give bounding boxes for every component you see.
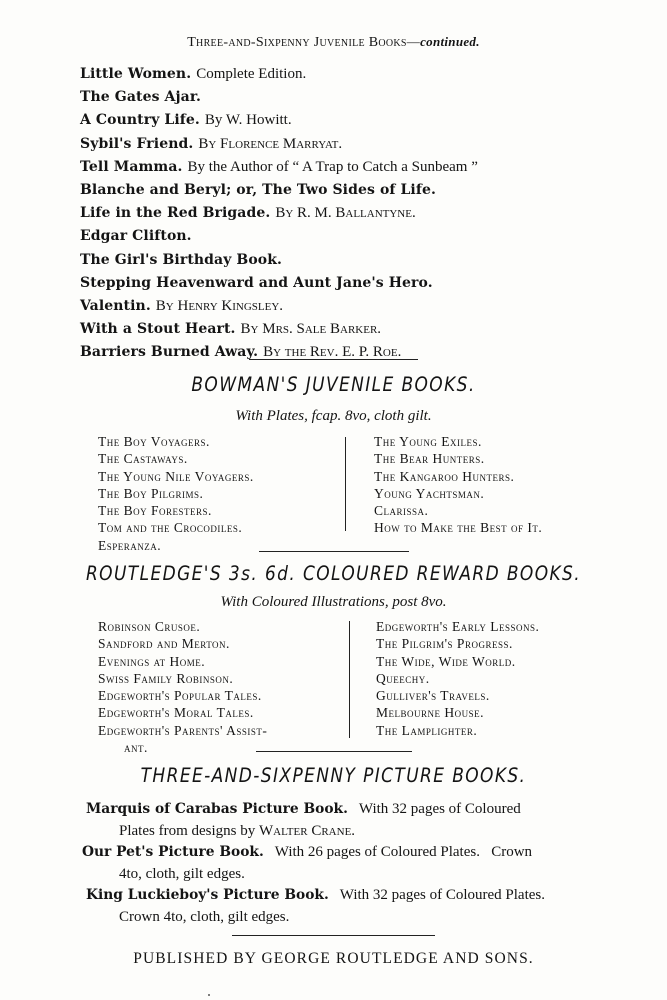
book-entry: [80, 224, 640, 247]
book-title: Life in the Red Brigade.: [80, 205, 271, 222]
list-item: The Bear Hunters.: [374, 451, 485, 467]
book-author: By Henry Kingsley.: [155, 297, 284, 314]
list-item: Queechy.: [376, 670, 430, 686]
list-item: Esperanza.: [98, 537, 162, 553]
picture-book-description: With 32 pages of Coloured: [358, 801, 521, 817]
bowman-section-title: BOWMAN'S JUVENILE BOOKS.: [191, 373, 476, 397]
routledge-right-column: [376, 618, 539, 739]
book-entry: [80, 85, 640, 108]
list-item: Swiss Family Robinson.: [98, 670, 234, 686]
routledge-section-subtitle: With Coloured Illustrations, post 8vo.: [220, 594, 447, 610]
list-item: Edgeworth's Parents' Assist-: [98, 722, 268, 738]
picture-book-title: Our Pet's Picture Book.: [82, 844, 264, 860]
routledge-left-column: [98, 618, 267, 756]
book-author: Complete Edition.: [196, 66, 307, 82]
book-entry: [80, 155, 640, 178]
list-item-continuation: ant.: [124, 740, 148, 756]
picture-books-section-title: THREE-AND-SIXPENNY PICTURE BOOKS.: [140, 764, 527, 788]
running-head-title: Three-and-Sixpenny Juvenile Books: [187, 35, 407, 50]
picture-book-format: Crown: [491, 844, 533, 860]
list-item: Clarissa.: [374, 503, 429, 519]
list-item: The Castaways.: [98, 451, 188, 467]
list-item: The Young Nile Voyagers.: [98, 468, 254, 484]
publisher-imprint: PUBLISHED BY GEORGE ROUTLEDGE AND SONS.: [133, 950, 534, 967]
list-item: Edgeworth's Early Lessons.: [376, 619, 540, 634]
list-item: Tom and the Crocodiles.: [98, 520, 243, 536]
column-divider: [345, 437, 346, 531]
list-item: Sandford and Merton.: [98, 636, 230, 652]
picture-book-entry-continuation: [86, 821, 626, 843]
picture-book-description: With 32 pages of Coloured Plates.: [339, 887, 545, 903]
section-divider: [256, 751, 412, 752]
list-item: The Boy Foresters.: [98, 503, 212, 519]
book-title: A Country Life.: [80, 112, 200, 129]
juvenile-books-list: [80, 62, 640, 363]
list-item: The Kangaroo Hunters.: [374, 468, 515, 484]
list-item: The Boy Voyagers.: [98, 434, 210, 449]
book-author: By W. Howitt.: [204, 112, 292, 129]
book-title: Stepping Heavenward and Aunt Jane's Hero.: [80, 274, 433, 291]
book-title: The Girl's Birthday Book.: [80, 251, 283, 268]
book-author: By Florence Marryat.: [198, 135, 343, 152]
bowman-section-subtitle: With Plates, fcap. 8vo, cloth gilt.: [235, 408, 432, 424]
book-entry: [80, 317, 640, 340]
book-title: Valentin.: [80, 297, 151, 314]
bowman-right-column: [374, 433, 542, 537]
list-item: Gulliver's Travels.: [376, 688, 490, 704]
section-divider: [249, 359, 418, 360]
picture-book-entry-continuation: [86, 907, 626, 929]
picture-book-description: With 26 pages of Coloured Plates.: [274, 844, 480, 860]
running-head: [0, 34, 667, 51]
book-author: By Mrs. Sale Barker.: [240, 321, 382, 338]
book-title: Blanche and Beryl; or, The Two Sides of Life.: [80, 181, 436, 198]
book-entry: [80, 132, 640, 155]
list-item: The Pilgrim's Progress.: [376, 636, 513, 652]
column-divider: [349, 621, 350, 738]
picture-book-entry: [86, 885, 626, 907]
picture-book-entry: [86, 799, 626, 821]
book-entry: [80, 201, 640, 224]
picture-book-entry-continuation: [86, 864, 626, 886]
book-entry: [80, 178, 640, 201]
picture-book-title: Marquis of Carabas Picture Book.: [86, 801, 348, 817]
list-item: Edgeworth's Moral Tales.: [98, 705, 254, 721]
picture-book-illustrator: Walter Crane.: [259, 822, 356, 839]
print-speck: [208, 994, 210, 996]
book-title: Tell Mamma.: [80, 158, 183, 175]
list-item: Melbourne House.: [376, 705, 485, 721]
book-entry: [80, 62, 640, 85]
list-item: Robinson Crusoe.: [98, 619, 201, 634]
list-item: The Boy Pilgrims.: [98, 485, 204, 501]
running-head-dash: —: [406, 34, 421, 49]
list-item: The Young Exiles.: [374, 434, 482, 449]
book-title: With a Stout Heart.: [80, 321, 236, 338]
picture-books-list: [82, 799, 626, 928]
book-entry: [80, 108, 640, 131]
book-author: By R. M. Ballantyne.: [275, 205, 416, 222]
section-divider: [259, 551, 409, 552]
book-title: The Gates Ajar.: [80, 89, 201, 106]
picture-book-entry: [82, 842, 626, 864]
book-title: Sybil's Friend.: [80, 135, 194, 152]
picture-book-description: Crown 4to, cloth, gilt edges.: [119, 908, 290, 925]
list-item: Evenings at Home.: [98, 653, 206, 669]
section-divider: [232, 935, 435, 936]
book-title: Edgar Clifton.: [80, 228, 192, 245]
routledge-section-title: ROUTLEDGE'S 3s. 6d. COLOURED REWARD BOOKS.: [85, 562, 582, 586]
picture-book-description: 4to, cloth, gilt edges.: [119, 865, 245, 882]
picture-book-title: King Luckieboy's Picture Book.: [86, 887, 329, 903]
list-item: Edgeworth's Popular Tales.: [98, 688, 262, 704]
list-item: The Wide, Wide World.: [376, 653, 516, 669]
list-item: How to Make the Best of It.: [374, 520, 543, 536]
book-entry: [80, 271, 640, 294]
book-author: By the Author of “ A Trap to Catch a Sunbeam ”: [187, 158, 478, 175]
running-head-continued: continued.: [420, 34, 480, 49]
picture-book-description: Plates from designs by: [119, 822, 259, 839]
list-item: Young Yachtsman.: [374, 485, 485, 501]
book-entry: [80, 248, 640, 271]
book-title: Little Women.: [80, 66, 192, 82]
book-entry: [80, 294, 640, 317]
bowman-left-column: [98, 433, 254, 554]
list-item: The Lamplighter.: [376, 722, 478, 738]
book-title: Barriers Burned Away.: [80, 344, 259, 361]
book-author: By the Rev. E. P. Roe.: [263, 344, 402, 361]
